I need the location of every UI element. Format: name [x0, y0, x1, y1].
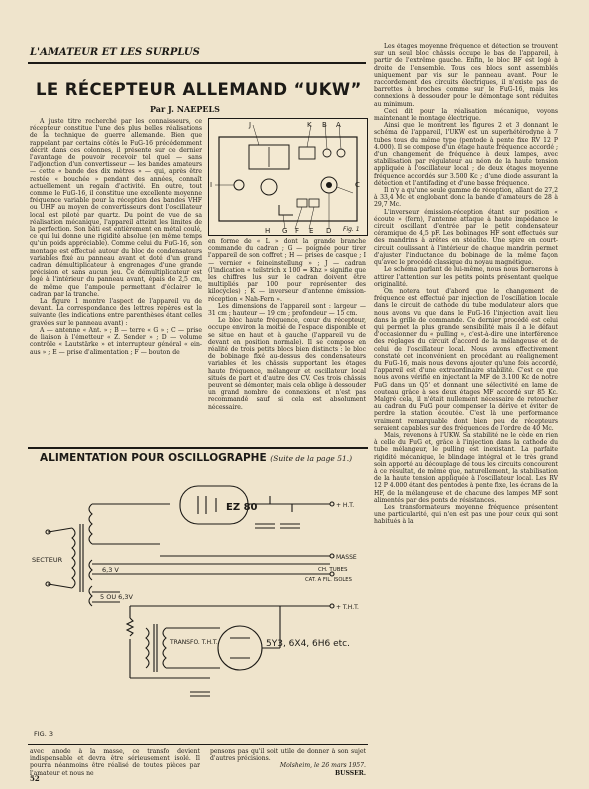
paragraph: Mais, revenons à l'UKW. Sa stabilité ne le cède en rien à celle du FuG et, grâce à l'injection dans la cathode du tube mélangeur, le pulling est inexistant. La parfaite rigidité mécanique, le blindage intégral et le très grand soin apporté au découplage de tous les circuits concourent à ce résultat, de même que, naturellement, la stabilisation de la haute tension appliquée à l'oscillateur local. Les RV 12 P 4.000 étant des pentodes à pente fixe, les écrans de la HF, de la mélangeuse et de chacune des lampes MF sont alimentés par des ponts de résistances. — [374, 431, 558, 504]
figure-1-caption: Fig. 1 — [343, 226, 360, 233]
header-rule — [28, 62, 366, 64]
label-secteur: SECTEUR — [32, 556, 63, 564]
fig1-label-c: C — [355, 181, 360, 189]
page-number: 52 — [30, 774, 40, 783]
figure-3-schematic — [30, 468, 366, 742]
sidebar-continued: (Suite de la page 51.) — [270, 454, 353, 463]
label-5v: 5 OU 6,3V — [100, 593, 133, 601]
figure-1 — [208, 118, 368, 236]
paragraph: La figure 1 montre l'aspect de l'appareil vu de devant. La correspondance des lettres repères est la suivante (les indications entre parenthèses étant celles gravées sur le panneau avant) : — [30, 298, 202, 327]
fig1-label-d: D — [326, 227, 332, 235]
paragraph: en forme de « L » dont la grande branche commande du cadran ; G — poignée pour tirer l'appareil de son coffret ; H — prises de casque ; I — vernier « feineinstellung » ; J — cadran (l'indication « teilstrich x 100 = Khz » signifie que les chiffres lus sur le cadran doivent être multipliés par 100 pour représenter des kilocycles) ; K — inverseur d'antenne émission-réception « Nah-Fern ». — [208, 238, 366, 303]
fig1-label-a: A — [336, 121, 341, 129]
paragraph: Le bloc haute fréquence, cœur du récepteur, occupe environ la moitié de l'espace disponible et se situe en haut et à gauche (l'appareil vu de devant en position normale). Il se compose en réalité de trois petits blocs bien distincts : le bloc de bobinage fixé au-dessus des condensateurs variables et les châssis supportant les étages haute fréquence, mélangeur et oscillateur local situés de part et d'autre des CV. Ces trois châssis peuvent se démonter, mais cela oblige à dessouder un grand nombre de connexions et n'est pas recommandé sauf si cela est absolument nécessaire. — [208, 317, 366, 411]
paragraph: On notera tout d'abord que le changement de fréquence est effectué par injection de l'oscillation locale dans le circuit de cathode du tube modulateur alors que nous avons vu que dans le FuG-16 l'injection avait lieu dans la grille de commande. Ce dernier procédé est celui qui permet la plus grande sensibilité mais il a le défaut d'occasionner du « pulling », c'est-à-dire une interférence des réglages du circuit d'accord de la mélangeuse et de celui de l'oscillateur local. Nous avons effectivement constaté cet inconvénient en procédant au réalignement du FuG-16, mais nous devons ajouter qu'une fois accordé, l'appareil est d'une extraordinaire stabilité. C'est ce que nous avons vérifié en injectant la MF de 3.100 Kc de notre FuG dans un Q5' et donnant une sélectivité en lame de couteau grâce à ses deux étages MF accordé sur 85 Kc. Malgré cela, il n'était nullement nécessaire de retoucher au cadran du FuG pour compenser la dérive et éviter de perdre la station écoutée. C'est là une performance vraiment remarquable dont bien peu de récepteurs seraient capables sur des fréquences de l'ordre de 40 Mc. — [374, 287, 558, 432]
label-tube-5y3: 5Y3, 6X4, 6H6 etc. — [266, 639, 350, 649]
sidebar-rule — [28, 447, 368, 449]
fig1-label-g: G — [282, 227, 288, 235]
sidebar-signature-name: BUSSER. — [335, 769, 366, 777]
fig1-label-f: F — [295, 227, 300, 235]
fig1-label-h: H — [265, 227, 271, 235]
paragraph: pensons pas qu'il soit utile de donner à son sujet d'autres précisions. — [210, 748, 366, 763]
section-header: L'AMATEUR ET LES SURPLUS — [30, 47, 200, 58]
fig1-label-i: I — [210, 181, 213, 189]
label-6v3: 6,3 V — [102, 566, 119, 574]
label-fil-isoles: CAT. A FIL. ISOLES — [305, 577, 352, 583]
article-title: LE RÉCEPTEUR ALLEMAND “UKW” — [36, 80, 362, 99]
sidebar-title-text: ALIMENTATION POUR OSCILLOGRAPHE — [40, 452, 267, 464]
sidebar-bottom-rule — [28, 744, 368, 745]
article-column-3 — [374, 43, 558, 763]
paragraph: A — antenne « Ant. » ; B — terre « G » ; C — prise de liaison à l'émetteur « Z. Sender » ; D — volume contrôle « Lautstärke » et interrupteur général « ein-aus » ; E — prise d'alimentation ; F — bouton de — [30, 326, 202, 356]
fig1-label-j: J — [249, 121, 252, 129]
label-tube-ez80: EZ 80 — [226, 502, 258, 513]
paragraph: Les étages moyenne fréquence et détection se trouvent sur un seul bloc châssis occupe le bas de l'appareil, à partir de l'extrême gauche. Enfin, le bloc BF est logé à droite de l'ensemble. Tous ces blocs sont assemblés uniquement par vis sur le panneau avant. Pour le raccordement des circuits électriques, il n'existe pas de barrettes à broches comme sur le FuG-16, mais les connexions à dessouder pour le démontage sont réduites au minimum. — [374, 43, 558, 108]
paragraph: avec anode à la masse, ce transfo devient indispensable et devra être sérieusement isolé. Il pourra néanmoins être réalisé de toutes pièces par l'amateur et nous ne — [30, 748, 200, 777]
sidebar-text-right — [210, 748, 366, 778]
label-ch-tubes: CH. TUBES — [318, 567, 348, 573]
label-ht: + H.T. — [336, 502, 355, 509]
article-column-1 — [30, 118, 202, 443]
fig1-label-k: K — [307, 121, 312, 129]
label-tht: + T.H.T. — [336, 604, 359, 611]
figure-1-drawing — [209, 119, 367, 235]
paragraph: L'inverseur émission-réception étant sur position « écoute » (fern), l'antenne attaque à haute impédance le circuit oscillant d'entrée par le petit condensateur céramique de 4,5 pF. Les bobinages HF sont effectués sur des mandrins à arêtes en stéatite. Une spire en court-circuit coulissant à l'intérieur de chaque mandrin permet d'ajuster l'inductance du bobinage de la même façon qu'avec le procédé classique du noyau magnétique. — [374, 208, 558, 267]
sidebar-signature-place: Molsheim, le 26 mars 1957. — [279, 762, 366, 770]
fig1-label-e: E — [309, 227, 314, 235]
sidebar-title — [40, 452, 352, 464]
paragraph: Les dimensions de l'appareil sont : largeur — 31 cm ; hauteur — 19 cm ; profondeur — 15 cm. — [208, 302, 366, 318]
article-byline: Par J. NAEPELS — [150, 104, 220, 114]
paragraph: Il n'y a qu'une seule gamme de réception, allant de 27,2 à 33,4 Mc et englobant donc la bande d'amateurs de 28 à 29,7 Mc. — [374, 187, 558, 209]
label-transfo-tht: TRANSFO. T.H.T. — [170, 639, 218, 646]
article-column-2 — [208, 238, 366, 443]
paragraph: Le schéma parlant de lui-même, nous nous bornerons à attirer l'attention sur les petits points présentant quelque originalité. — [374, 266, 558, 288]
sidebar-text-left — [30, 748, 200, 778]
paragraph: A juste titre recherché par les connaisseurs, ce récepteur constitue l'une des plus belles réalisations de la technique de guerre allemande. Bien que rappelant par certains côtés le FuG-16 précédemment décrit dans ces colonnes, il présente sur ce dernier l'avantage de pouvoir recevoir tel quel — sans l'adjonction d'un convertisseur — les bandes amateurs — cette « bande des dix mètres » — qui, après être restée « bouchée » pendant des années, connaît actuellement un regain d'activité. En outre, tout comme le FuG-16, il constitue une excellente moyenne fréquence variable pour la réception des bandes VHF ou UHF au moyen de convertisseurs dont l'oscillateur local est piloté par quartz. Du point de vue de sa réalisation mécanique, l'appareil atteint les limites de la perfection. Son bâti est entièrement en métal coulé, ce qui lui donne une rigidité absolue (en même temps qu'un poids appréciable). Comme celui du FuG-16, son montage est effectué autour du bloc de condensateurs variables fixé au panneau avant et doté d'un grand cadran démultiplicateur à engrenages d'une grande précision et sans aucun jeu. Ce démultiplicateur est logé à l'intérieur du panneau avant, épais de 2,5 cm, de même que l'ampoule permettant d'éclairer le cadran par la tranche. — [30, 118, 202, 298]
figure-3 — [30, 468, 366, 742]
paragraph: Ceci dit pour la réalisation mécanique, voyons maintenant le montage électrique. — [374, 107, 558, 123]
fig1-label-b: B — [322, 121, 327, 129]
figure-3-caption: FIG. 3 — [34, 730, 53, 738]
label-masse: MASSE — [336, 554, 357, 561]
paragraph: Les transformateurs moyenne fréquence présentent une particularité, qui n'en est pas une pour ceux qui sont habitués à la — [374, 504, 558, 526]
paragraph: Ainsi que le montrent les figures 2 et 3 donnant le schéma de l'appareil, l'UKW est un superhétérodyne à 7 tubes tous du même type (pentode à pente fixe RV 12 P 4.000). Il se compose d'un étage haute fréquence accordé ; d'un changement de fréquence à deux lampes, avec stabilisation par régulateur au néon de la haute tension appliquée à l'oscillateur local ; de deux étages moyenne fréquence accordés sur 3.500 Kc ; d'une diode assurant la détection et l'antifading et d'une basse fréquence. — [374, 122, 558, 187]
